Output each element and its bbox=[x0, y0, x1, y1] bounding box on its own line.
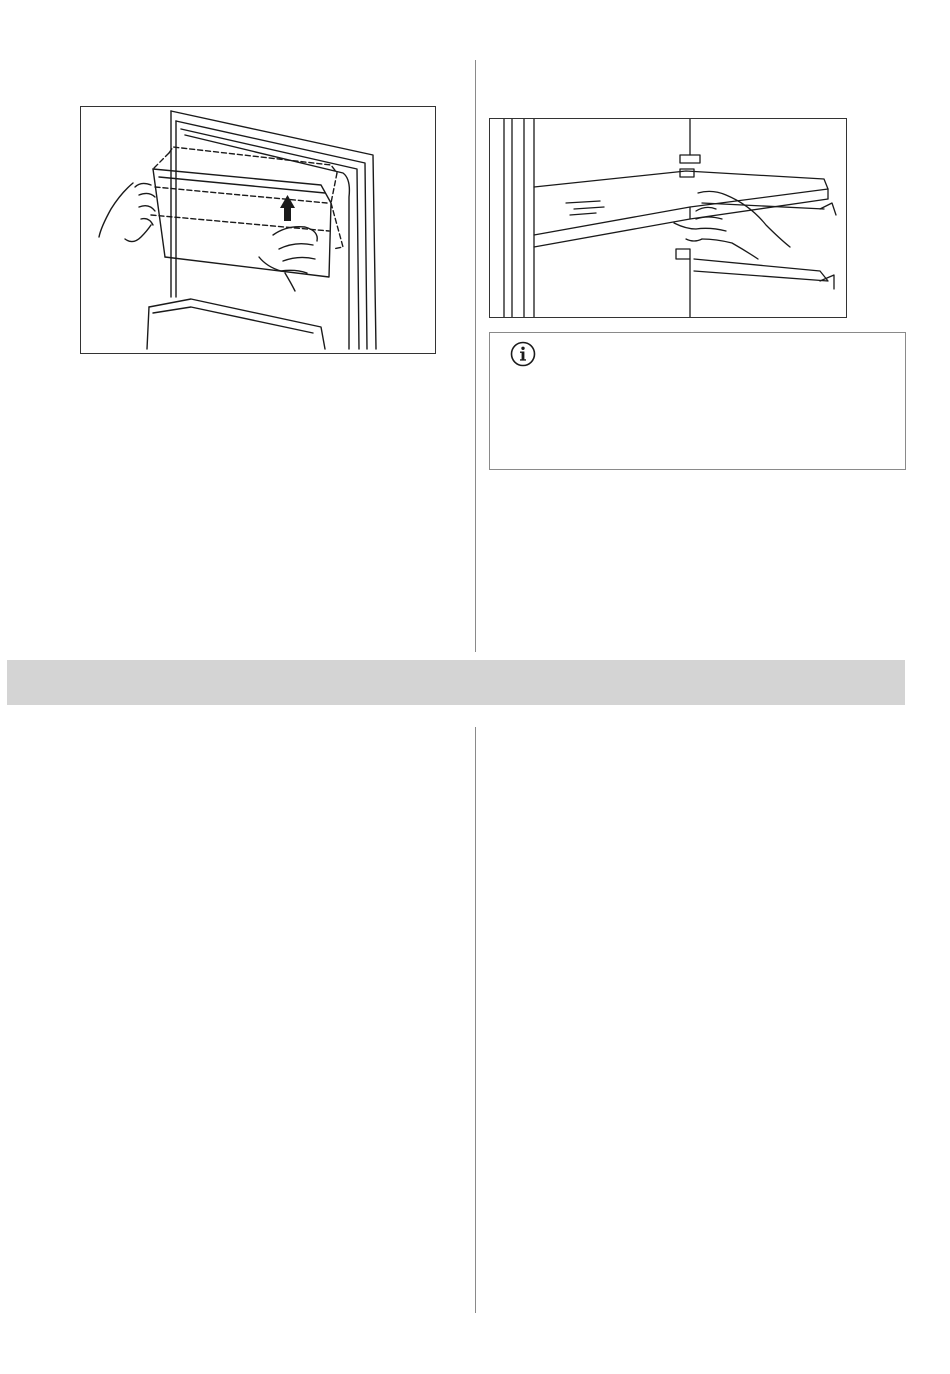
glass-shelf-figure bbox=[489, 118, 847, 318]
section-header-bar bbox=[7, 660, 905, 705]
info-icon bbox=[510, 341, 536, 367]
door-balcony-figure bbox=[80, 106, 436, 354]
column-divider-top bbox=[475, 60, 476, 652]
door-balcony-lift-illustration bbox=[81, 107, 435, 353]
column-divider-bottom bbox=[475, 727, 476, 1313]
glass-shelf-removal-illustration bbox=[490, 119, 846, 317]
info-box bbox=[489, 332, 906, 470]
